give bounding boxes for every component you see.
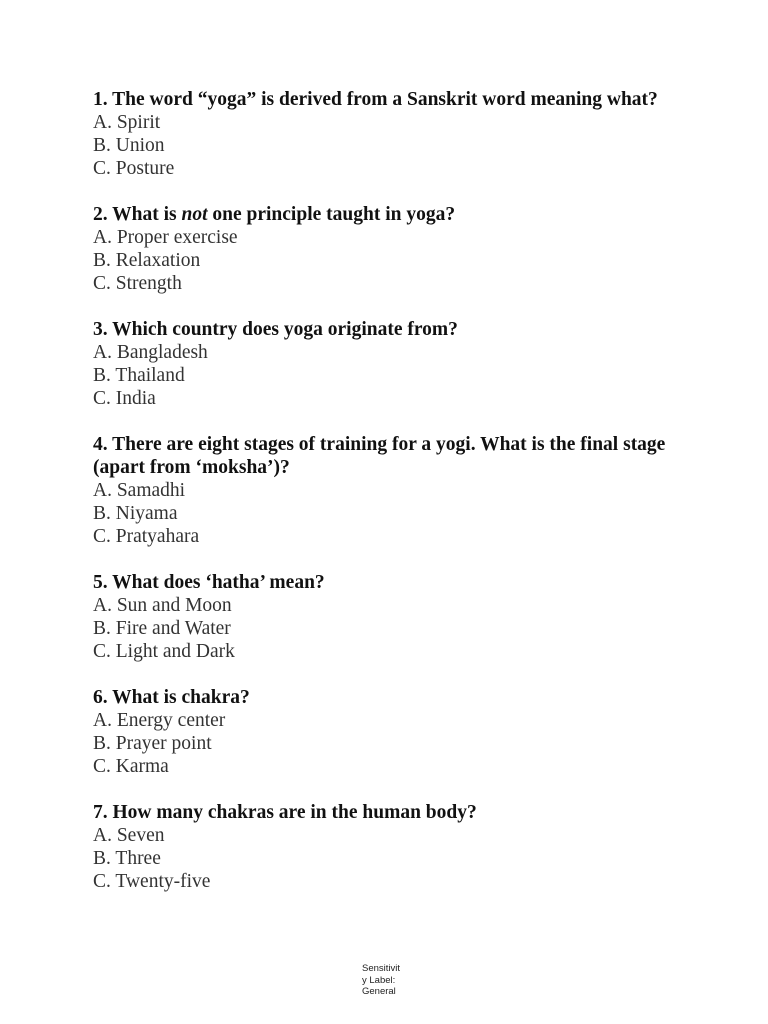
question-text-part: 4. There are eight stages of training for a yogi. What is the final stage (apart from ‘moksha’)? (93, 434, 666, 478)
answer-option-a: A. Proper exercise (93, 227, 238, 248)
question-text-part: 6. What is chakra? (93, 687, 250, 708)
answer-option-c: C. India (93, 388, 156, 409)
question-text (93, 318, 693, 341)
answer-option-b: B. Three (93, 848, 161, 869)
answer-option-a: A. Spirit (93, 112, 161, 133)
question-text-part: one principle taught in yoga? (207, 204, 456, 225)
question-emphasis: not (181, 204, 208, 225)
answer-option-a: A. Sun and Moon (93, 595, 232, 616)
sensitivity-label-line: Sensitivit (362, 963, 401, 974)
answer-option-c: C. Light and Dark (93, 641, 235, 662)
answer-option-b: B. Niyama (93, 503, 178, 524)
question-block (93, 433, 693, 548)
question-text-part: 2. What is (93, 204, 182, 225)
answer-option-a: A. Energy center (93, 710, 226, 731)
answer-option-b: B. Prayer point (93, 733, 212, 754)
sensitivity-label-line: y Label: (362, 974, 396, 986)
sensitivity-label (362, 963, 422, 998)
answer-option-c: C. Karma (93, 756, 169, 777)
answer-option-c: C. Posture (93, 158, 175, 179)
answer-option-a: A. Samadhi (93, 480, 186, 501)
answer-option-c: C. Twenty-five (93, 871, 211, 892)
question-text-part: 3. Which country does yoga originate from? (93, 319, 458, 340)
question-block (93, 686, 693, 778)
quiz-list (93, 88, 693, 916)
answer-option-b: B. Fire and Water (93, 618, 231, 639)
question-block (93, 571, 693, 663)
question-block (93, 801, 693, 893)
answer-option-c: C. Strength (93, 273, 182, 294)
answer-option-b: B. Relaxation (93, 250, 201, 271)
question-block (93, 318, 693, 410)
question-text-part: 1. The word “yoga” is derived from a Sanskrit word meaning what? (93, 89, 658, 110)
sensitivity-label-line: General (362, 986, 396, 997)
answer-option-b: B. Union (93, 135, 165, 156)
question-text (93, 571, 693, 594)
answer-option-b: B. Thailand (93, 365, 185, 386)
question-text (93, 801, 693, 824)
question-text (93, 433, 693, 479)
answer-option-c: C. Pratyahara (93, 526, 200, 547)
question-block (93, 88, 693, 180)
question-text-part: 5. What does ‘hatha’ mean? (93, 572, 325, 593)
question-text-part: 7. How many chakras are in the human body? (93, 802, 477, 823)
question-block (93, 203, 693, 295)
answer-option-a: A. Bangladesh (93, 342, 208, 363)
question-text (93, 88, 693, 111)
question-text (93, 686, 693, 709)
question-text (93, 203, 693, 226)
answer-option-a: A. Seven (93, 825, 165, 846)
